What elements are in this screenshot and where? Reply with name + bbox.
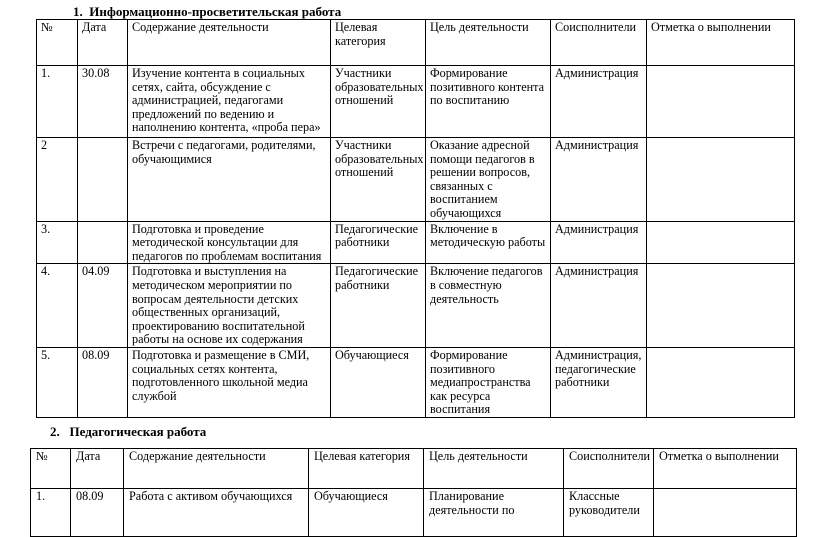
cell-date — [78, 221, 128, 264]
cell-target: Участники образовательных отношений — [331, 66, 426, 138]
cell-date: 08.09 — [78, 347, 128, 417]
cell-date: 08.09 — [71, 489, 124, 537]
cell-content: Подготовка и выступления на методическом мероприятии по вопросам деятельности детских общественных организаций, проектированию воспитательной работы на основе их содержания — [128, 264, 331, 348]
cell-content: Изучение контента в социальных сетях, сайта, обсуждение с администрацией, педагогами предложений по ведению и наполнению контента, «проба пера» — [128, 66, 331, 138]
cell-mark — [654, 489, 797, 537]
cell-mark — [647, 221, 795, 264]
cell-goal: Включение педагогов в совместную деятельность — [426, 264, 551, 348]
section2-heading — [50, 424, 206, 439]
header-mark: Отметка о выполнении — [654, 449, 797, 489]
cell-num: 4. — [37, 264, 78, 348]
cell-num: 1. — [31, 489, 71, 537]
table-row — [37, 66, 795, 138]
cell-num: 2 — [37, 138, 78, 222]
table-header-row — [37, 20, 795, 66]
table-header-row — [31, 449, 797, 489]
cell-partners: Администрация — [551, 264, 647, 348]
cell-goal: Включение в методическую работы — [426, 221, 551, 264]
header-partners: Соисполнители — [564, 449, 654, 489]
cell-date — [78, 138, 128, 222]
cell-target: Обучающиеся — [309, 489, 424, 537]
table-row — [37, 347, 795, 417]
cell-partners: Классные руководители — [564, 489, 654, 537]
section2-title: Педагогическая работа — [69, 424, 207, 439]
header-date: Дата — [78, 20, 128, 66]
cell-num: 3. — [37, 221, 78, 264]
cell-partners: Администрация — [551, 66, 647, 138]
header-mark: Отметка о выполнении — [647, 20, 795, 66]
header-goal: Цель деятельности — [424, 449, 564, 489]
header-num: № — [37, 20, 78, 66]
section2-table — [30, 448, 797, 537]
cell-target: Обучающиеся — [331, 347, 426, 417]
section1-heading — [73, 4, 341, 19]
header-target: Целевая категория — [309, 449, 424, 489]
cell-mark — [647, 138, 795, 222]
cell-num: 5. — [37, 347, 78, 417]
cell-target: Педагогические работники — [331, 264, 426, 348]
cell-content: Работа с активом обучающихся — [124, 489, 309, 537]
table-row — [37, 221, 795, 264]
header-content: Содержание деятельности — [124, 449, 309, 489]
cell-content: Встречи с педагогами, родителями, обучающимися — [128, 138, 331, 222]
cell-goal: Формирование позитивного медиапространства как ресурса воспитания — [426, 347, 551, 417]
section1-table — [36, 19, 795, 418]
section1-number: 1. — [73, 4, 83, 19]
section2-number: 2. — [50, 424, 60, 439]
table-row — [31, 489, 797, 537]
table-row — [37, 138, 795, 222]
cell-content: Подготовка и проведение методической консультации для педагогов по проблемам воспитания — [128, 221, 331, 264]
header-num: № — [31, 449, 71, 489]
table-row — [37, 264, 795, 348]
cell-num: 1. — [37, 66, 78, 138]
cell-date: 30.08 — [78, 66, 128, 138]
cell-mark — [647, 66, 795, 138]
cell-partners: Администрация — [551, 221, 647, 264]
header-content: Содержание деятельности — [128, 20, 331, 66]
cell-partners: Администрация — [551, 138, 647, 222]
cell-mark — [647, 347, 795, 417]
cell-partners: Администрация, педагогические работники — [551, 347, 647, 417]
cell-mark — [647, 264, 795, 348]
cell-goal: Формирование позитивного контента по воспитанию — [426, 66, 551, 138]
section1-title: Информационно-просветительская работа — [89, 4, 342, 19]
cell-date: 04.09 — [78, 264, 128, 348]
header-target: Целевая категория — [331, 20, 426, 66]
header-date: Дата — [71, 449, 124, 489]
cell-content: Подготовка и размещение в СМИ, социальных сетях контента, подготовленного школьной медиа службой — [128, 347, 331, 417]
cell-goal: Оказание адресной помощи педагогов в решении вопросов, связанных с воспитанием обучающихся — [426, 138, 551, 222]
cell-target: Участники образовательных отношений — [331, 138, 426, 222]
cell-goal: Планирование деятельности по — [424, 489, 564, 537]
cell-target: Педагогические работники — [331, 221, 426, 264]
header-goal: Цель деятельности — [426, 20, 551, 66]
header-partners: Соисполнители — [551, 20, 647, 66]
